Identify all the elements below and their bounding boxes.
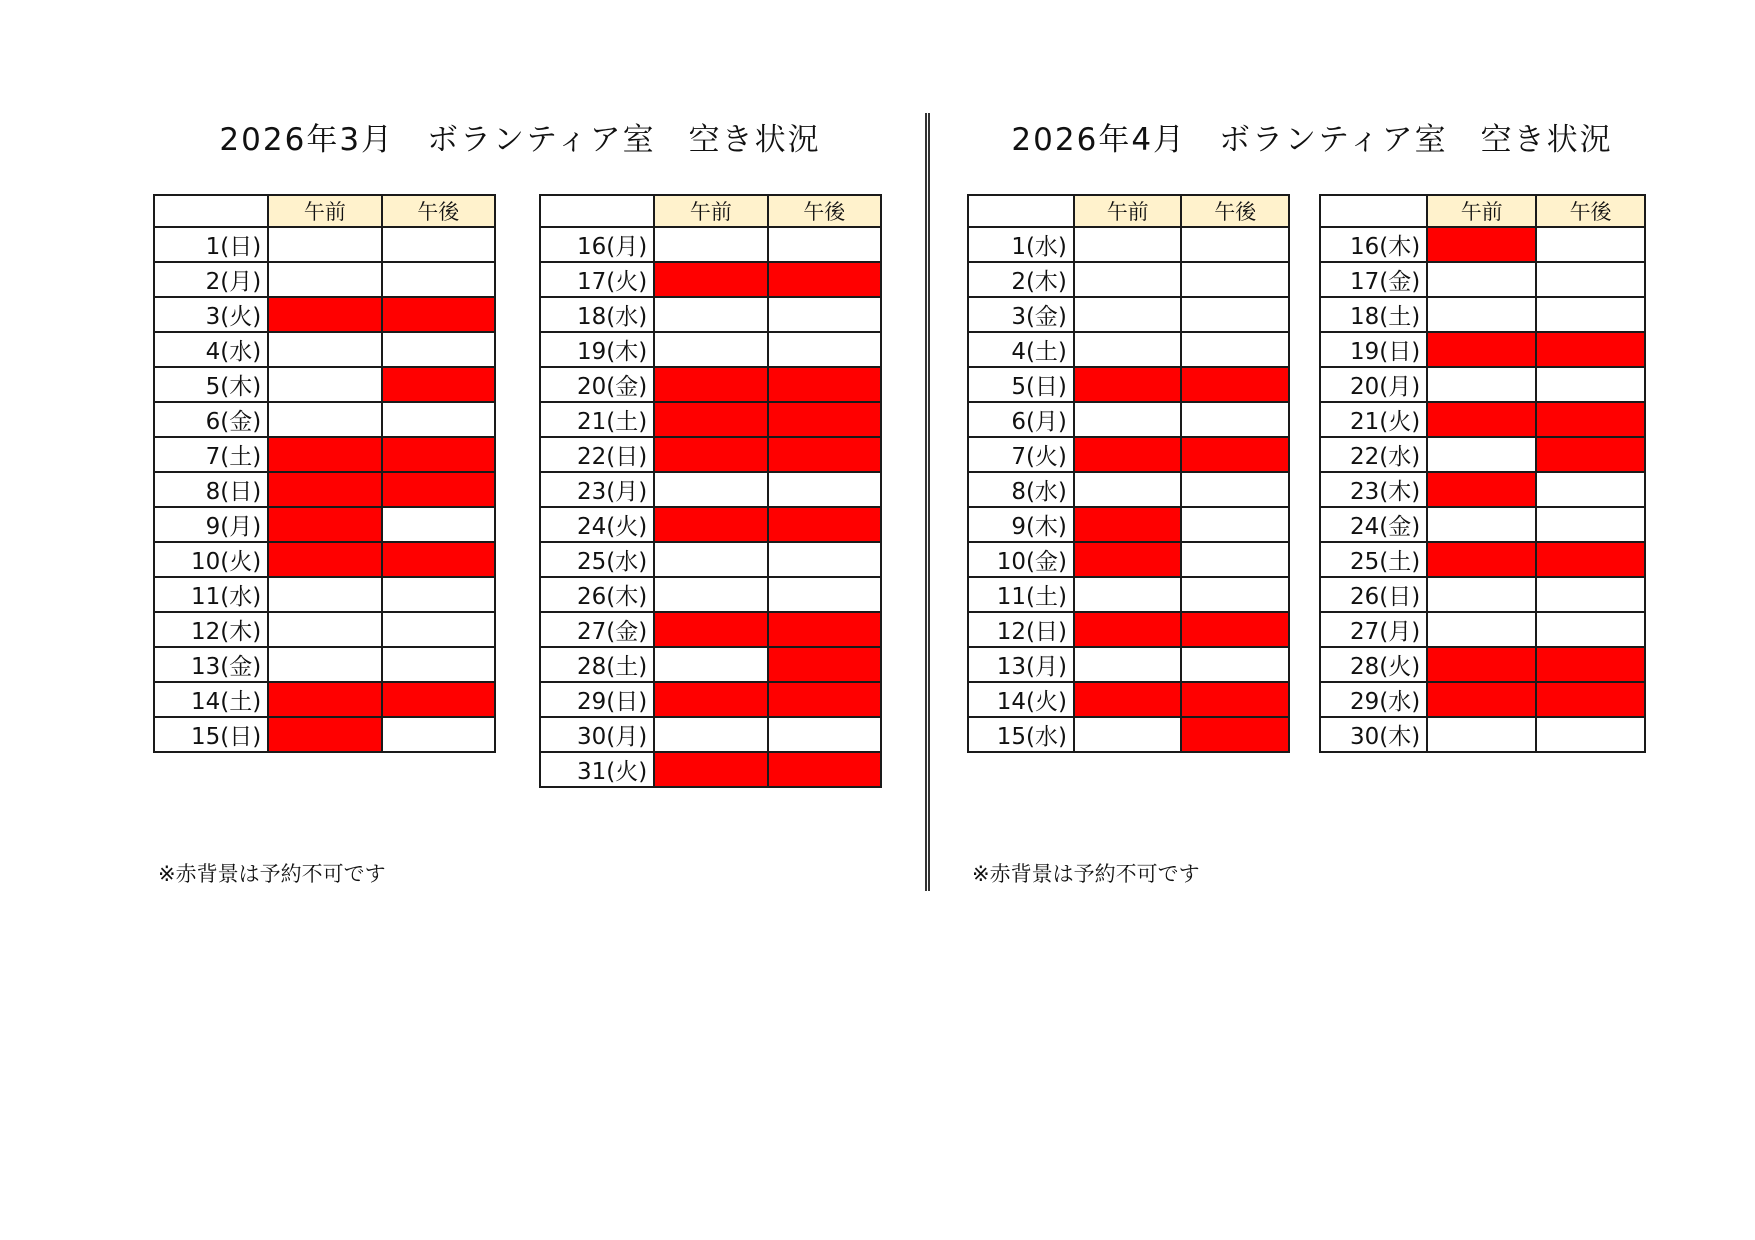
table-row bbox=[968, 682, 1289, 717]
afternoon-slot-unavailable bbox=[768, 402, 881, 437]
table-row bbox=[968, 472, 1289, 507]
table-row bbox=[1320, 332, 1645, 367]
afternoon-slot-available bbox=[1181, 332, 1289, 367]
header-row bbox=[540, 195, 881, 227]
morning-slot-unavailable bbox=[1427, 227, 1536, 262]
date-cell: 17(金) bbox=[1320, 262, 1427, 297]
morning-slot-unavailable bbox=[654, 682, 767, 717]
table-row bbox=[1320, 682, 1645, 717]
date-cell: 18(土) bbox=[1320, 297, 1427, 332]
morning-slot-unavailable bbox=[268, 437, 381, 472]
table-row bbox=[1320, 227, 1645, 262]
date-cell: 10(金) bbox=[968, 542, 1074, 577]
afternoon-slot-unavailable bbox=[382, 297, 495, 332]
date-cell: 28(火) bbox=[1320, 647, 1427, 682]
table-row bbox=[540, 647, 881, 682]
morning-slot-unavailable bbox=[268, 472, 381, 507]
table-row bbox=[968, 647, 1289, 682]
header-row bbox=[1320, 195, 1645, 227]
date-cell: 13(金) bbox=[154, 647, 268, 682]
date-cell: 3(金) bbox=[968, 297, 1074, 332]
afternoon-slot-unavailable bbox=[768, 647, 881, 682]
calendar-table-march-2 bbox=[539, 194, 882, 788]
calendar-table-april-1 bbox=[967, 194, 1290, 753]
date-cell: 29(日) bbox=[540, 682, 654, 717]
date-cell: 26(木) bbox=[540, 577, 654, 612]
header-afternoon: 午後 bbox=[768, 195, 881, 227]
afternoon-slot-available bbox=[1536, 507, 1645, 542]
table-row bbox=[154, 577, 495, 612]
morning-slot-unavailable bbox=[1074, 682, 1182, 717]
morning-slot-unavailable bbox=[1074, 437, 1182, 472]
table-row bbox=[540, 577, 881, 612]
date-cell: 25(水) bbox=[540, 542, 654, 577]
morning-slot-unavailable bbox=[654, 367, 767, 402]
afternoon-slot-unavailable bbox=[768, 682, 881, 717]
table-row bbox=[968, 262, 1289, 297]
afternoon-slot-unavailable bbox=[1536, 682, 1645, 717]
table-row bbox=[968, 542, 1289, 577]
month-divider bbox=[925, 113, 930, 891]
afternoon-slot-unavailable bbox=[1181, 717, 1289, 752]
date-cell: 12(日) bbox=[968, 612, 1074, 647]
date-cell: 26(日) bbox=[1320, 577, 1427, 612]
morning-slot-available bbox=[268, 647, 381, 682]
calendar-table-march-1 bbox=[153, 194, 496, 753]
afternoon-slot-available bbox=[382, 402, 495, 437]
table-row bbox=[540, 682, 881, 717]
afternoon-slot-available bbox=[382, 262, 495, 297]
table-row bbox=[540, 402, 881, 437]
afternoon-slot-unavailable bbox=[768, 367, 881, 402]
table-row bbox=[1320, 577, 1645, 612]
afternoon-slot-available bbox=[1536, 612, 1645, 647]
morning-slot-unavailable bbox=[1427, 682, 1536, 717]
header-corner bbox=[968, 195, 1074, 227]
afternoon-slot-available bbox=[768, 227, 881, 262]
table-row bbox=[540, 227, 881, 262]
afternoon-slot-available bbox=[1181, 262, 1289, 297]
afternoon-slot-available bbox=[1181, 542, 1289, 577]
date-cell: 23(月) bbox=[540, 472, 654, 507]
date-cell: 14(火) bbox=[968, 682, 1074, 717]
table-row bbox=[1320, 542, 1645, 577]
morning-slot-available bbox=[268, 577, 381, 612]
table-row bbox=[154, 437, 495, 472]
table-row bbox=[540, 507, 881, 542]
morning-slot-available bbox=[1074, 577, 1182, 612]
date-cell: 27(金) bbox=[540, 612, 654, 647]
date-cell: 10(火) bbox=[154, 542, 268, 577]
date-cell: 30(木) bbox=[1320, 717, 1427, 752]
afternoon-slot-available bbox=[382, 332, 495, 367]
table-row bbox=[1320, 507, 1645, 542]
morning-slot-unavailable bbox=[654, 437, 767, 472]
afternoon-slot-unavailable bbox=[1536, 437, 1645, 472]
morning-slot-available bbox=[1427, 717, 1536, 752]
date-cell: 27(月) bbox=[1320, 612, 1427, 647]
morning-slot-available bbox=[1074, 472, 1182, 507]
afternoon-slot-available bbox=[1536, 472, 1645, 507]
afternoon-slot-available bbox=[382, 647, 495, 682]
table-row bbox=[1320, 472, 1645, 507]
morning-slot-available bbox=[1074, 647, 1182, 682]
afternoon-slot-available bbox=[1181, 577, 1289, 612]
table-row bbox=[154, 402, 495, 437]
table-row bbox=[968, 367, 1289, 402]
date-cell: 5(日) bbox=[968, 367, 1074, 402]
afternoon-slot-available bbox=[1181, 507, 1289, 542]
morning-slot-available bbox=[654, 297, 767, 332]
morning-slot-available bbox=[268, 367, 381, 402]
afternoon-slot-unavailable bbox=[1536, 542, 1645, 577]
date-cell: 7(火) bbox=[968, 437, 1074, 472]
morning-slot-available bbox=[1074, 717, 1182, 752]
morning-slot-available bbox=[1074, 227, 1182, 262]
header-corner bbox=[1320, 195, 1427, 227]
table-row bbox=[154, 507, 495, 542]
table-row bbox=[1320, 297, 1645, 332]
morning-slot-available bbox=[268, 227, 381, 262]
table-row bbox=[540, 297, 881, 332]
morning-slot-available bbox=[654, 332, 767, 367]
morning-slot-available bbox=[1427, 367, 1536, 402]
morning-slot-unavailable bbox=[268, 542, 381, 577]
afternoon-slot-available bbox=[1536, 262, 1645, 297]
date-cell: 21(土) bbox=[540, 402, 654, 437]
date-cell: 21(火) bbox=[1320, 402, 1427, 437]
table-row bbox=[968, 612, 1289, 647]
afternoon-slot-unavailable bbox=[768, 752, 881, 787]
afternoon-slot-available bbox=[382, 577, 495, 612]
date-cell: 6(金) bbox=[154, 402, 268, 437]
afternoon-slot-available bbox=[1536, 297, 1645, 332]
date-cell: 7(土) bbox=[154, 437, 268, 472]
afternoon-slot-available bbox=[1536, 717, 1645, 752]
afternoon-slot-unavailable bbox=[768, 437, 881, 472]
afternoon-slot-unavailable bbox=[1181, 682, 1289, 717]
table-row bbox=[540, 437, 881, 472]
date-cell: 2(木) bbox=[968, 262, 1074, 297]
afternoon-slot-available bbox=[1536, 367, 1645, 402]
afternoon-slot-available bbox=[382, 507, 495, 542]
afternoon-slot-available bbox=[768, 717, 881, 752]
date-cell: 9(木) bbox=[968, 507, 1074, 542]
afternoon-slot-unavailable bbox=[382, 682, 495, 717]
morning-slot-available bbox=[1427, 577, 1536, 612]
table-row bbox=[968, 402, 1289, 437]
date-cell: 30(月) bbox=[540, 717, 654, 752]
morning-slot-unavailable bbox=[1074, 542, 1182, 577]
date-cell: 19(日) bbox=[1320, 332, 1427, 367]
afternoon-slot-unavailable bbox=[768, 507, 881, 542]
table-row bbox=[540, 367, 881, 402]
date-cell: 1(日) bbox=[154, 227, 268, 262]
table-row bbox=[154, 612, 495, 647]
table-row bbox=[968, 227, 1289, 262]
date-cell: 9(月) bbox=[154, 507, 268, 542]
afternoon-slot-unavailable bbox=[1181, 367, 1289, 402]
date-cell: 16(月) bbox=[540, 227, 654, 262]
afternoon-slot-available bbox=[768, 472, 881, 507]
morning-slot-unavailable bbox=[1427, 472, 1536, 507]
table-row bbox=[540, 472, 881, 507]
afternoon-slot-available bbox=[1181, 402, 1289, 437]
date-cell: 12(木) bbox=[154, 612, 268, 647]
header-afternoon: 午後 bbox=[1181, 195, 1289, 227]
morning-slot-available bbox=[268, 612, 381, 647]
date-cell: 22(日) bbox=[540, 437, 654, 472]
date-cell: 11(水) bbox=[154, 577, 268, 612]
date-cell: 15(日) bbox=[154, 717, 268, 752]
date-cell: 18(水) bbox=[540, 297, 654, 332]
morning-slot-available bbox=[654, 542, 767, 577]
header-corner bbox=[540, 195, 654, 227]
afternoon-slot-available bbox=[768, 332, 881, 367]
morning-slot-unavailable bbox=[1427, 402, 1536, 437]
table-row bbox=[968, 437, 1289, 472]
afternoon-slot-unavailable bbox=[1536, 647, 1645, 682]
morning-slot-unavailable bbox=[1074, 507, 1182, 542]
date-cell: 4(土) bbox=[968, 332, 1074, 367]
header-morning: 午前 bbox=[654, 195, 767, 227]
table-row bbox=[1320, 437, 1645, 472]
header-morning: 午前 bbox=[1074, 195, 1182, 227]
table-row bbox=[968, 717, 1289, 752]
date-cell: 20(金) bbox=[540, 367, 654, 402]
morning-slot-available bbox=[1427, 437, 1536, 472]
table-row bbox=[968, 577, 1289, 612]
header-afternoon: 午後 bbox=[382, 195, 495, 227]
note-march: ※赤背景は予約不可です bbox=[158, 862, 386, 886]
table-row bbox=[540, 542, 881, 577]
table-row bbox=[1320, 612, 1645, 647]
header-corner bbox=[154, 195, 268, 227]
morning-slot-unavailable bbox=[1074, 367, 1182, 402]
morning-slot-available bbox=[268, 332, 381, 367]
table-row bbox=[154, 262, 495, 297]
date-cell: 29(水) bbox=[1320, 682, 1427, 717]
calendar-table-april-2 bbox=[1319, 194, 1646, 753]
morning-slot-available bbox=[654, 717, 767, 752]
date-cell: 11(土) bbox=[968, 577, 1074, 612]
table-row bbox=[154, 717, 495, 752]
date-cell: 2(月) bbox=[154, 262, 268, 297]
table-row bbox=[154, 332, 495, 367]
date-cell: 1(水) bbox=[968, 227, 1074, 262]
date-cell: 13(月) bbox=[968, 647, 1074, 682]
morning-slot-unavailable bbox=[1074, 612, 1182, 647]
table-row bbox=[154, 542, 495, 577]
afternoon-slot-available bbox=[382, 227, 495, 262]
afternoon-slot-unavailable bbox=[768, 262, 881, 297]
afternoon-slot-available bbox=[768, 297, 881, 332]
afternoon-slot-unavailable bbox=[1181, 612, 1289, 647]
table-row bbox=[540, 612, 881, 647]
afternoon-slot-available bbox=[382, 612, 495, 647]
table-row bbox=[968, 297, 1289, 332]
date-cell: 4(水) bbox=[154, 332, 268, 367]
date-cell: 25(土) bbox=[1320, 542, 1427, 577]
afternoon-slot-available bbox=[1536, 577, 1645, 612]
table-row bbox=[968, 332, 1289, 367]
table-row bbox=[1320, 717, 1645, 752]
table-row bbox=[154, 227, 495, 262]
table-row bbox=[1320, 402, 1645, 437]
afternoon-slot-available bbox=[382, 717, 495, 752]
morning-slot-available bbox=[654, 647, 767, 682]
afternoon-slot-available bbox=[768, 577, 881, 612]
morning-slot-available bbox=[654, 577, 767, 612]
table-row bbox=[540, 717, 881, 752]
afternoon-slot-available bbox=[1181, 647, 1289, 682]
morning-slot-available bbox=[268, 262, 381, 297]
date-cell: 15(水) bbox=[968, 717, 1074, 752]
page-title-march: 2026年3月 ボランティア室 空き状況 bbox=[219, 122, 821, 158]
date-cell: 8(水) bbox=[968, 472, 1074, 507]
table-row bbox=[968, 507, 1289, 542]
morning-slot-unavailable bbox=[1427, 647, 1536, 682]
date-cell: 19(木) bbox=[540, 332, 654, 367]
morning-slot-unavailable bbox=[654, 402, 767, 437]
morning-slot-available bbox=[1074, 332, 1182, 367]
header-afternoon: 午後 bbox=[1536, 195, 1645, 227]
morning-slot-unavailable bbox=[268, 717, 381, 752]
date-cell: 23(木) bbox=[1320, 472, 1427, 507]
morning-slot-unavailable bbox=[268, 682, 381, 717]
morning-slot-available bbox=[654, 227, 767, 262]
date-cell: 3(火) bbox=[154, 297, 268, 332]
header-morning: 午前 bbox=[268, 195, 381, 227]
table-row bbox=[154, 682, 495, 717]
morning-slot-unavailable bbox=[654, 262, 767, 297]
afternoon-slot-available bbox=[1181, 297, 1289, 332]
afternoon-slot-unavailable bbox=[768, 612, 881, 647]
note-april: ※赤背景は予約不可です bbox=[972, 862, 1200, 886]
morning-slot-available bbox=[1074, 402, 1182, 437]
table-row bbox=[154, 472, 495, 507]
header-morning: 午前 bbox=[1427, 195, 1536, 227]
afternoon-slot-available bbox=[1181, 472, 1289, 507]
morning-slot-available bbox=[1427, 262, 1536, 297]
afternoon-slot-available bbox=[1181, 227, 1289, 262]
morning-slot-unavailable bbox=[654, 752, 767, 787]
table-row bbox=[1320, 647, 1645, 682]
header-row bbox=[154, 195, 495, 227]
table-row bbox=[154, 647, 495, 682]
date-cell: 24(火) bbox=[540, 507, 654, 542]
afternoon-slot-unavailable bbox=[382, 437, 495, 472]
date-cell: 28(土) bbox=[540, 647, 654, 682]
morning-slot-available bbox=[654, 472, 767, 507]
afternoon-slot-unavailable bbox=[1536, 332, 1645, 367]
date-cell: 24(金) bbox=[1320, 507, 1427, 542]
table-row bbox=[540, 752, 881, 787]
table-row bbox=[1320, 367, 1645, 402]
date-cell: 22(水) bbox=[1320, 437, 1427, 472]
date-cell: 5(木) bbox=[154, 367, 268, 402]
page-title-april: 2026年4月 ボランティア室 空き状況 bbox=[1011, 122, 1613, 158]
header-row bbox=[968, 195, 1289, 227]
afternoon-slot-available bbox=[1536, 227, 1645, 262]
morning-slot-available bbox=[1074, 297, 1182, 332]
date-cell: 8(日) bbox=[154, 472, 268, 507]
morning-slot-unavailable bbox=[1427, 542, 1536, 577]
date-cell: 20(月) bbox=[1320, 367, 1427, 402]
table-row bbox=[540, 332, 881, 367]
date-cell: 14(土) bbox=[154, 682, 268, 717]
afternoon-slot-unavailable bbox=[382, 472, 495, 507]
morning-slot-unavailable bbox=[1427, 332, 1536, 367]
date-cell: 6(月) bbox=[968, 402, 1074, 437]
afternoon-slot-unavailable bbox=[1536, 402, 1645, 437]
morning-slot-available bbox=[1427, 507, 1536, 542]
morning-slot-available bbox=[1427, 297, 1536, 332]
afternoon-slot-available bbox=[768, 542, 881, 577]
afternoon-slot-unavailable bbox=[382, 542, 495, 577]
morning-slot-available bbox=[1074, 262, 1182, 297]
table-row bbox=[154, 367, 495, 402]
morning-slot-unavailable bbox=[654, 507, 767, 542]
afternoon-slot-unavailable bbox=[1181, 437, 1289, 472]
morning-slot-available bbox=[1427, 612, 1536, 647]
date-cell: 31(火) bbox=[540, 752, 654, 787]
morning-slot-available bbox=[268, 402, 381, 437]
table-row bbox=[1320, 262, 1645, 297]
date-cell: 16(木) bbox=[1320, 227, 1427, 262]
morning-slot-unavailable bbox=[268, 297, 381, 332]
afternoon-slot-unavailable bbox=[382, 367, 495, 402]
date-cell: 17(火) bbox=[540, 262, 654, 297]
table-row bbox=[154, 297, 495, 332]
table-row bbox=[540, 262, 881, 297]
morning-slot-unavailable bbox=[268, 507, 381, 542]
morning-slot-unavailable bbox=[654, 612, 767, 647]
